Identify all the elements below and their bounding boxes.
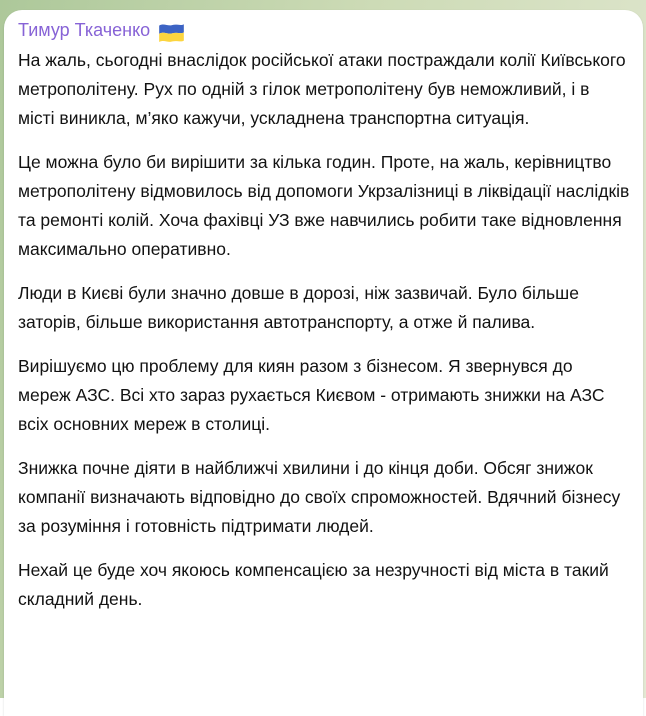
ukraine-flag-icon	[158, 21, 185, 42]
message-paragraph: Це можна було би вирішити за кілька годин. Проте, на жаль, керівництво метрополітену відмовилось від допомоги Укрзалізниці в ліквідації наслідків та ремонті колій. Хоча фахівці УЗ вже навчились робити таке відновлення максимально оперативно.	[18, 152, 630, 259]
message-paragraph: Вирішуємо цю проблему для киян разом з бізнесом. Я звернувся до мереж АЗС. Всі хто зараз рухається Києвом - отримають знижки на АЗС всіх основних мереж в столиці.	[18, 356, 605, 434]
author-name[interactable]: Тимур Ткаченко	[18, 20, 151, 40]
message-text	[18, 46, 630, 614]
message-paragraph: На жаль, сьогодні внаслідок російської атаки постраждали колії Київського метрополітену. Рух по одній з гілок метрополітену був неможливий, і в місті виникла, м’яко кажучи, ускладнена транспортна ситуація.	[18, 50, 626, 128]
message-paragraph: Люди в Києві були значно довше в дорозі, ніж зазвичай. Було більше заторів, більше використання автотранспорту, а отже й палива.	[18, 283, 579, 332]
message-author[interactable]	[18, 17, 629, 44]
message-paragraph: Знижка почне діяти в найближчі хвилини і до кінця доби. Обсяг знижок компанії визначають відповідно до своїх спроможностей. Вдячний бізнесу за розуміння і готовність підтримати людей.	[18, 458, 621, 536]
message-bubble	[4, 10, 643, 716]
message-paragraph: Нехай це буде хоч якоюсь компенсацією за незручності від міста в такий складний день.	[18, 560, 609, 609]
